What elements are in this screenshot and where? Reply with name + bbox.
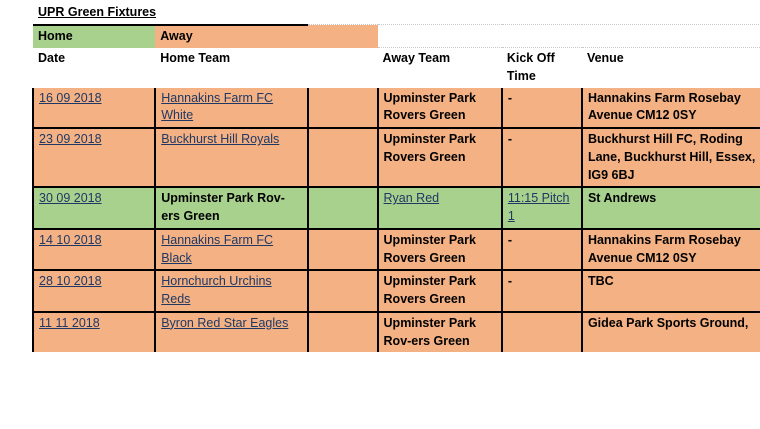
cell-date[interactable] (33, 270, 155, 312)
column-header-venue: Venue (582, 48, 760, 88)
away-team-link[interactable]: Ryan Red (383, 191, 440, 206)
date-link[interactable]: 11 11 2018 (39, 315, 100, 330)
cell-away-team (378, 128, 502, 187)
band-gap-cell-1 (378, 25, 502, 48)
band-gap-cell-3 (582, 25, 760, 48)
cell-spacer (308, 312, 378, 353)
cell-spacer (308, 88, 378, 129)
home-team-link[interactable]: Byron Red Star Eagles (161, 315, 289, 330)
column-header-spacer (308, 48, 378, 88)
date-link[interactable]: 16 09 2018 (39, 90, 102, 105)
table-row[interactable] (33, 270, 760, 312)
cell-date[interactable] (33, 88, 155, 129)
cell-away-team (378, 270, 502, 312)
column-header-away-team: Away Team (378, 48, 502, 88)
column-header-row (33, 48, 760, 88)
cell-away-team[interactable] (378, 187, 502, 229)
title-gap-cell-1 (308, 2, 378, 25)
table-row[interactable] (33, 128, 760, 187)
cell-venue: Hannakins Farm Rosebay Avenue CM12 0SY (582, 88, 760, 129)
cell-away-team (378, 229, 502, 271)
page-title: UPR Green Fixtures (33, 2, 308, 25)
home-team-text: Upminster Park Rov-ers Green (161, 191, 285, 223)
band-gap-cell-2 (502, 25, 582, 48)
column-header-date: Date (33, 48, 155, 88)
cell-home-team[interactable] (155, 229, 308, 271)
cell-date[interactable] (33, 312, 155, 353)
date-link[interactable]: 28 10 2018 (39, 274, 102, 289)
home-away-band-row (33, 25, 760, 48)
table-row[interactable] (33, 187, 760, 229)
cell-kick-off (502, 312, 582, 353)
cell-home-team[interactable] (155, 270, 308, 312)
kick-off-text: - (507, 90, 513, 105)
cell-kick-off (502, 229, 582, 271)
date-link[interactable]: 14 10 2018 (39, 232, 102, 247)
fixtures-table (32, 2, 760, 352)
spreadsheet-canvas (0, 2, 760, 429)
cell-venue: TBC (582, 270, 760, 312)
cell-spacer (308, 128, 378, 187)
cell-spacer (308, 229, 378, 271)
table-row[interactable] (33, 312, 760, 353)
kick-off-text: - (507, 232, 513, 247)
cell-date[interactable] (33, 128, 155, 187)
table-row[interactable] (33, 88, 760, 129)
away-team-text: Upminster Park Rovers Green (383, 232, 476, 265)
home-team-link[interactable]: Hannakins Farm FC Black (161, 232, 274, 265)
cell-date[interactable] (33, 229, 155, 271)
cell-spacer (308, 187, 378, 229)
cell-venue: Buckhurst Hill FC, Roding Lane, Buckhurst Hill, Essex, IG9 6BJ (582, 128, 760, 187)
kick-off-text: - (507, 274, 513, 289)
date-link[interactable]: 23 09 2018 (39, 132, 102, 146)
away-team-text: Upminster Park Rov-ers Green (383, 315, 476, 348)
band-home-label: Home (33, 25, 155, 48)
kick-off-text: - (507, 132, 513, 146)
cell-home-team[interactable] (155, 312, 308, 353)
home-team-link[interactable]: Hannakins Farm FC White (161, 90, 274, 123)
title-gap-cell-3 (502, 2, 582, 25)
title-gap-cell-2 (378, 2, 502, 25)
title-gap-cell-4 (582, 2, 760, 25)
cell-away-team (378, 312, 502, 353)
table-row[interactable] (33, 229, 760, 271)
away-team-text: Upminster Park Rovers Green (383, 90, 476, 123)
cell-date[interactable] (33, 187, 155, 229)
home-team-link[interactable]: Hornchurch Urchins Reds (161, 274, 272, 306)
cell-venue: St Andrews (582, 187, 760, 229)
cell-kick-off (502, 128, 582, 187)
cell-away-team (378, 88, 502, 129)
band-away-label: Away (155, 25, 377, 48)
cell-home-team[interactable] (155, 88, 308, 129)
cell-spacer (308, 270, 378, 312)
cell-home-team[interactable] (155, 128, 308, 187)
cell-kick-off[interactable] (502, 187, 582, 229)
away-team-text: Upminster Park Rovers Green (383, 274, 476, 306)
cell-home-team (155, 187, 308, 229)
column-header-kick-off: Kick Off Time (502, 48, 582, 88)
kick-off-link[interactable]: 11:15 Pitch 1 (507, 191, 570, 223)
cell-kick-off (502, 88, 582, 129)
cell-venue: Gidea Park Sports Ground, (582, 312, 760, 353)
title-row (33, 2, 760, 25)
home-team-link[interactable]: Buckhurst Hill Royals (161, 132, 280, 146)
cell-venue: Hannakins Farm Rosebay Avenue CM12 0SY (582, 229, 760, 271)
date-link[interactable]: 30 09 2018 (39, 191, 102, 206)
cell-kick-off (502, 270, 582, 312)
away-team-text: Upminster Park Rovers Green (383, 132, 476, 164)
column-header-home-team: Home Team (155, 48, 308, 88)
